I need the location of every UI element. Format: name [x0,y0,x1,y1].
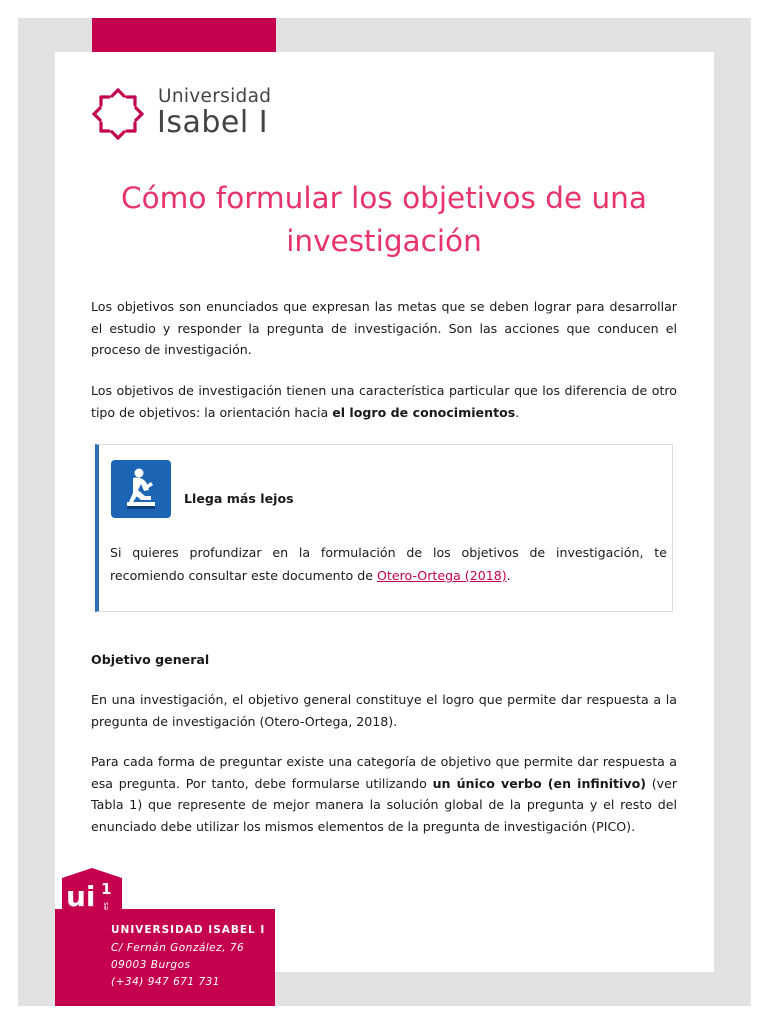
logo-text-isabel: Isabel I [157,105,269,140]
callout-text [110,541,667,587]
badge-text-es: es [102,902,110,910]
ui1-badge [62,868,128,922]
callout-text-body: Si quieres profundizar en la formulación de los objetivos de investigación, te recomiendo consultar este documento de [110,545,667,583]
further-reading-callout [95,444,673,612]
top-accent-bar [92,18,276,52]
page-title [90,177,678,263]
footer-city: 09003 Burgos [111,959,191,971]
section-heading: Objetivo general [91,652,210,667]
intro-p2-bold: el logro de conocimientos [332,404,516,420]
callout-title: Llega más lejos [184,491,294,506]
title-line-1: Cómo formular los objetivos de una [121,181,647,215]
section-p2-bold: un único verbo (en infinitivo) [432,775,646,791]
thinker-statue-graphic [111,460,171,518]
section-paragraph-2 [91,751,677,837]
intro-paragraph-1: Los objetivos son enunciados que expresan las metas que se deben lograr para desarrollar el estudio y responder la pregunta de investigación. Son las acciones que conducen el proceso de investigación. [91,299,677,357]
intro-p2-end: . [515,404,520,420]
intro-p2-text: Los objetivos de investigación tienen una característica particular que los diferencia de otro tipo de objetivos: la orientación hacia [91,383,677,420]
intro-paragraph-2 [91,380,677,423]
badge-text-one: 1 [101,880,112,898]
footer-university-name: UNIVERSIDAD ISABEL I [111,924,266,936]
title-line-2: investigación [286,224,482,258]
footer-address: C/ Fernán González, 76 [111,942,245,954]
thinker-statue-icon [111,460,171,518]
callout-text-end: . [506,568,511,583]
otero-ortega-link[interactable]: Otero-Ortega (2018) [376,568,507,583]
section-p2-text: Para cada forma de preguntar existe una categoría de objetivo que permite dar respuesta a esa pregunta. Por tanto, debe formularse utilizando [91,754,677,791]
ui1-badge-icon [62,868,128,922]
section-p2-end: (ver Tabla 1) que represente de mejor manera la solución global de la pregunta y el resto del enunciado debe utilizar los mismos elementos de la pregunta de investigación (PICO). [91,775,678,834]
badge-text-ui: ui [66,880,96,913]
section-paragraph-1: En una investigación, el objetivo general constituye el logro que permite dar respuesta a la pregunta de investigación (Otero-Ortega, 2018). [91,692,677,729]
star-logo-icon [90,86,146,142]
footer-phone: (+34) 947 671 731 [111,976,220,988]
university-logo [90,86,290,142]
logo-text-universidad: Universidad [158,86,272,107]
